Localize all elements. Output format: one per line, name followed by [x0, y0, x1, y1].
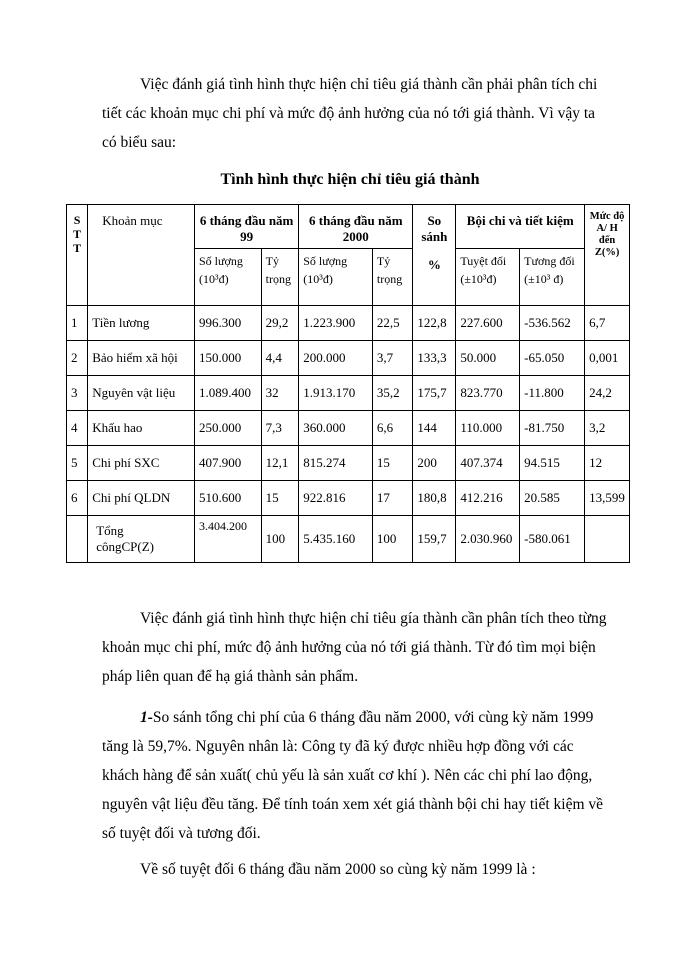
cell-r00: 3,7	[372, 341, 412, 376]
cell-cmp: 122,8	[413, 306, 456, 341]
paragraph-line: Về số tuyệt đối 6 tháng đầu năm 2000 so cùng kỳ năm 1999 là :	[140, 861, 536, 878]
cell-item: Khấu hao	[88, 411, 195, 446]
cell-stt: 5	[67, 446, 88, 481]
cell-abs: 227.600	[456, 306, 520, 341]
cell-q99: 407.900	[195, 446, 262, 481]
cell-stt: 6	[67, 481, 88, 516]
intro-line: Việc đánh giá tình hình thực hiện chỉ tiêu giá thành cần phải phân tích chi	[140, 76, 598, 93]
cell-rel: -65.050	[520, 341, 585, 376]
table-title: Tình hình thực hiện chỉ tiêu giá thành	[220, 171, 480, 188]
cell-rel: 20.585	[520, 481, 585, 516]
cell-total-label: Tổng côngCP(Z)	[88, 516, 195, 563]
header-absolute: Tuyệt đối (±10³đ)	[456, 249, 520, 306]
cell-item: Chi phí SXC	[88, 446, 195, 481]
cell-stt: 1	[67, 306, 88, 341]
cell-rel: -536.562	[520, 306, 585, 341]
table-row	[67, 376, 630, 411]
cell-rel: 94.515	[520, 446, 585, 481]
cell-rel: -81.750	[520, 411, 585, 446]
cell-imp: 12	[585, 446, 630, 481]
cell-rel: -580.061	[520, 516, 585, 563]
intro-paragraph	[102, 70, 630, 157]
header-period1: 6 tháng đầu năm 99	[195, 205, 299, 249]
paragraph-2	[102, 604, 630, 691]
table-row	[67, 446, 630, 481]
header-relative: Tương đối (±10³ đ)	[520, 249, 585, 306]
cell-item: Tiền lương	[88, 306, 195, 341]
paragraph-text: So sánh tổng chi phí của 6 tháng đầu năm 2000, với cùng kỳ năm 1999	[152, 709, 594, 726]
header-ratio-00: Tỷ trọng	[372, 249, 412, 306]
cell-cmp: 180,8	[413, 481, 456, 516]
cell-r99: 7,3	[261, 411, 299, 446]
cell-imp: 3,2	[585, 411, 630, 446]
cell-abs: 110.000	[456, 411, 520, 446]
cell-cmp: 200	[413, 446, 456, 481]
header-stt: S T T	[67, 205, 88, 306]
cell-r00: 6,6	[372, 411, 412, 446]
cell-r99: 29,2	[261, 306, 299, 341]
cell-item: Nguyên vật liệu	[88, 376, 195, 411]
cell-r00: 35,2	[372, 376, 412, 411]
cell-q00: 200.000	[299, 341, 373, 376]
section-number: 1-	[140, 709, 153, 726]
header-qty-00: Số lượng (10³đ)	[299, 249, 373, 306]
cell-rel: -11.800	[520, 376, 585, 411]
cell-stt: 3	[67, 376, 88, 411]
paragraph-line: Việc đánh giá tình hình thực hiện chỉ tiêu gía thành cần phân tích theo từng	[140, 610, 607, 627]
cell-r99: 4,4	[261, 341, 299, 376]
paragraph-3	[102, 703, 630, 848]
paragraph-line: pháp liên quan để hạ giá thành sản phẩm.	[102, 668, 359, 685]
cell-cmp: 144	[413, 411, 456, 446]
cell-cmp: 133,3	[413, 341, 456, 376]
header-compare-unit: %	[427, 257, 441, 272]
cell-q00: 815.274	[299, 446, 373, 481]
cell-imp	[585, 516, 630, 563]
cell-q00: 1.913.170	[299, 376, 373, 411]
cell-abs: 412.216	[456, 481, 520, 516]
cell-q99: 1.089.400	[195, 376, 262, 411]
paragraph-line: khách hàng để sản xuất( chủ yếu là sản xuất cơ khí ). Nên các chi phí lao động,	[102, 767, 593, 784]
paragraph-4	[102, 855, 630, 884]
cell-q00: 922.816	[299, 481, 373, 516]
cell-q99: 3.404.200	[195, 516, 262, 563]
table-total-row	[67, 516, 630, 563]
cell-abs: 823.770	[456, 376, 520, 411]
cell-r99: 100	[261, 516, 299, 563]
cell-r00: 15	[372, 446, 412, 481]
cell-r99: 15	[261, 481, 299, 516]
paragraph-line: tăng là 59,7%. Nguyên nhân là: Công ty đã ký được nhiều hợp đồng với các	[102, 738, 574, 755]
cell-r99: 32	[261, 376, 299, 411]
header-overspend: Bội chi và tiết kiệm	[456, 205, 585, 249]
cell-q00: 360.000	[299, 411, 373, 446]
header-ratio-99: Tỷ trọng	[261, 249, 299, 306]
cell-q99: 996.300	[195, 306, 262, 341]
header-impact: Mức độ A/ H đến Z(%)	[585, 205, 630, 306]
header-compare	[413, 205, 456, 306]
cell-stt	[67, 516, 88, 563]
cell-q99: 250.000	[195, 411, 262, 446]
header-qty-99: Số lượng (10³đ)	[195, 249, 262, 306]
cell-r00: 100	[372, 516, 412, 563]
cell-imp: 13,599	[585, 481, 630, 516]
intro-line: tiết các khoản mục chi phí và mức độ ảnh hưởng của nó tới giá thành. Vì vậy ta	[102, 105, 596, 122]
paragraph-line: nguyên vật liệu đều tăng. Để tính toán xem xét giá thành bội chi hay tiết kiệm về	[102, 796, 604, 813]
paragraph-line: số tuyệt đối và tương đối.	[102, 825, 261, 842]
cell-item: Chi phí QLDN	[88, 481, 195, 516]
cell-r99: 12,1	[261, 446, 299, 481]
paragraph-line: khoản mục chi phí, mức độ ảnh hưởng của nó tới giá thành. Từ đó tìm mọi biện	[102, 639, 596, 656]
cell-q00: 1.223.900	[299, 306, 373, 341]
cell-abs: 407.374	[456, 446, 520, 481]
cost-table	[66, 204, 630, 563]
cell-cmp: 159,7	[413, 516, 456, 563]
cell-q99: 510.600	[195, 481, 262, 516]
cell-item: Bảo hiểm xã hội	[88, 341, 195, 376]
cell-stt: 4	[67, 411, 88, 446]
cell-q00: 5.435.160	[299, 516, 373, 563]
cell-q99: 150.000	[195, 341, 262, 376]
table-row	[67, 341, 630, 376]
cell-imp: 24,2	[585, 376, 630, 411]
table-row	[67, 481, 630, 516]
cell-stt: 2	[67, 341, 88, 376]
header-period2: 6 tháng đầu năm 2000	[299, 205, 413, 249]
paragraph-line	[102, 703, 630, 732]
table-row	[67, 306, 630, 341]
header-compare-label: So sánh	[421, 213, 448, 244]
header-item: Khoản mục	[88, 205, 195, 306]
table-row	[67, 411, 630, 446]
cell-r00: 17	[372, 481, 412, 516]
cell-imp: 0,001	[585, 341, 630, 376]
cell-r00: 22,5	[372, 306, 412, 341]
cell-imp: 6,7	[585, 306, 630, 341]
cell-abs: 2.030.960	[456, 516, 520, 563]
cell-abs: 50.000	[456, 341, 520, 376]
cell-cmp: 175,7	[413, 376, 456, 411]
intro-line: có biểu sau:	[102, 134, 177, 151]
